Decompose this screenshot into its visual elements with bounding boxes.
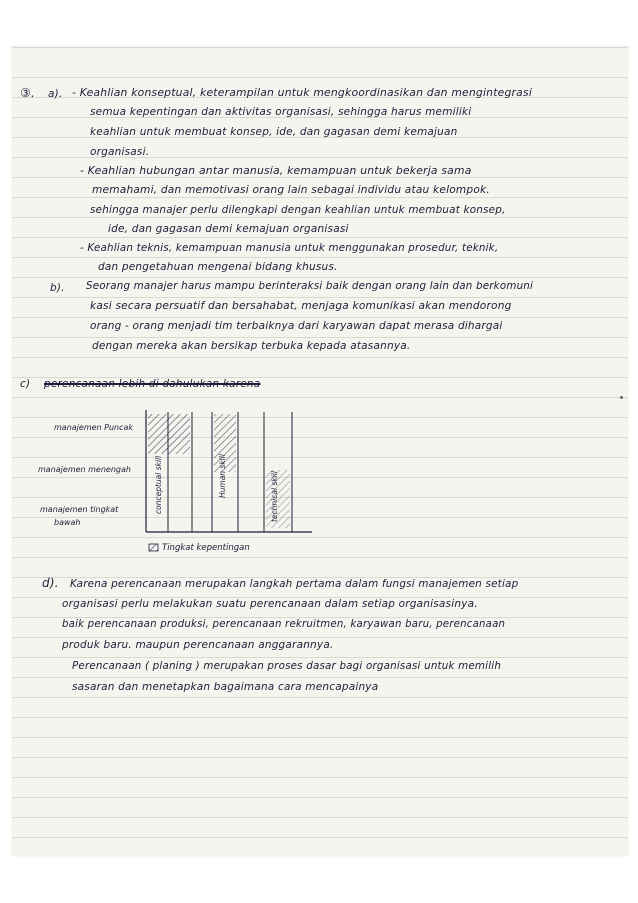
struck-out-text: perencanaan lebih di dahulukan karena [44, 378, 261, 390]
hatch-conceptual-top [148, 414, 190, 454]
column-label-conceptual: conceptual skill [154, 455, 163, 514]
part-a-line: - Keahlian hubungan antar manusia, kemampuan untuk bekerja sama [80, 164, 472, 177]
row-label-lower-2: bawah [54, 518, 81, 527]
part-a-line: ide, dan gagasan demi kemajuan organisasi [108, 223, 349, 235]
part-b-line: dengan mereka akan bersikap terbuka kepada atasannya. [92, 340, 411, 352]
part-a-label: a). [48, 88, 63, 100]
ink-dot [620, 396, 623, 399]
part-b-label: b). [50, 282, 65, 294]
part-a-line: semua kepentingan dan aktivitas organisasi, sehingga harus memiliki [90, 106, 472, 118]
part-a-line: organisasi. [90, 146, 150, 158]
row-label-top: manajemen Puncak [54, 423, 134, 432]
part-b-line: kasi secara persuatif dan bersahabat, menjaga komunikasi akan mendorong [90, 300, 512, 312]
row-label-lower: manajemen tingkat [40, 505, 119, 514]
question-number: ③. [20, 86, 35, 100]
part-d-line: Perencanaan ( planing ) merupakan proses dasar bagi organisasi untuk memilih [72, 660, 502, 672]
part-a-line: - Keahlian teknis, kemampuan manusia untuk menggunakan prosedur, teknik, [80, 242, 499, 254]
part-d-line: produk baru. maupun perencanaan anggarannya. [62, 639, 334, 651]
part-d-line: organisasi perlu melakukan suatu perencanaan dalam setiap organisasinya. [62, 598, 478, 610]
part-a-line: sehingga manajer perlu dilengkapi dengan keahlian untuk membuat konsep, [90, 204, 506, 216]
column-label-human: Human skill [218, 454, 227, 498]
part-a-line: dan pengetahuan mengenai bidang khusus. [98, 261, 338, 273]
part-b-line: Seorang manajer harus mampu berinteraksi baik dengan orang lain dan berkomuni [86, 280, 534, 292]
part-b-line: orang - orang menjadi tim terbaiknya dari karyawan dapat merasa dihargai [90, 320, 503, 332]
legend-label: Tingkat kepentingan [162, 543, 250, 553]
part-a-line: keahlian untuk membuat konsep, ide, dan gagasan demi kemajuan [90, 126, 458, 138]
part-d-line: baik perencanaan produksi, perencanaan rekruitmen, karyawan baru, perencanaan [62, 619, 506, 630]
column-label-technical: technical skill [270, 471, 279, 522]
row-label-middle: manajemen menengah [38, 465, 131, 474]
legend-swatch [149, 544, 158, 551]
part-a-line: memahami, dan memotivasi orang lain sebagai individu atau kelompok. [92, 184, 490, 196]
part-d-line: Karena perencanaan merupakan langkah pertama dalam fungsi manajemen setiap [70, 578, 519, 590]
part-d-label: d). [42, 576, 59, 590]
part-d-line: sasaran dan menetapkan bagaimana cara mencapainya [72, 681, 379, 693]
part-a-line: - Keahlian konseptual, keterampilan untuk mengkoordinasikan dan mengintegrasi [72, 86, 533, 99]
part-c-label: c) [20, 378, 31, 390]
